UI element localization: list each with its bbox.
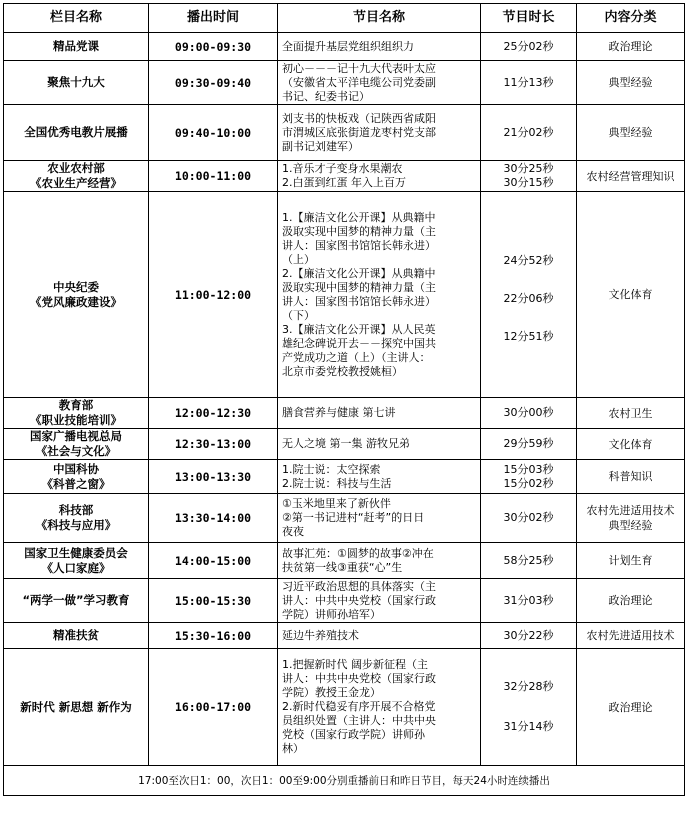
program-line: ①玉米地里来了新伙伴 bbox=[282, 497, 391, 510]
lanmu-line: 精品党课 bbox=[53, 39, 99, 53]
duration-line: 22分06秒 bbox=[503, 291, 554, 305]
program-line: 2.白蛋到红蛋 年入上百万 bbox=[282, 176, 406, 189]
program-line: 林） bbox=[282, 742, 304, 755]
table-row bbox=[4, 623, 685, 649]
lanmu-cell bbox=[4, 61, 149, 105]
program-line: 北京市委党校教授姚桓） bbox=[282, 364, 403, 378]
category-line: 文化体育 bbox=[608, 437, 653, 451]
category-line: 典型经验 bbox=[608, 76, 653, 89]
category-line: 政治理论 bbox=[608, 40, 653, 53]
duration-cell bbox=[481, 398, 577, 429]
program-line: 员组织处置（主讲人：中共中央 bbox=[282, 714, 436, 727]
program-cell bbox=[278, 579, 481, 623]
category-cell bbox=[577, 460, 685, 494]
lanmu-line: 国家广播电视总局 bbox=[30, 429, 122, 443]
program-line: 汲取实现中国梦的精神力量（主 bbox=[282, 224, 436, 238]
duration-line: 24分52秒 bbox=[503, 253, 554, 267]
lanmu-line: “两学一做”学习教育 bbox=[22, 593, 130, 607]
program-cell bbox=[278, 649, 481, 766]
time-cell: 13:30-14:00 bbox=[149, 494, 278, 543]
program-line: 书记、纪委书记） bbox=[282, 89, 370, 103]
duration-line: 25分02秒 bbox=[503, 39, 554, 53]
table-row bbox=[4, 494, 685, 543]
program-line: 1.【廉洁文化公开课】从典籍中 bbox=[282, 210, 436, 224]
lanmu-line: 教育部 bbox=[58, 398, 94, 412]
program-line: 扶贫第一线③重获“心”生 bbox=[282, 560, 403, 574]
duration-cell bbox=[481, 494, 577, 543]
duration-cell bbox=[481, 33, 577, 61]
table-row bbox=[4, 579, 685, 623]
category-cell bbox=[577, 33, 685, 61]
table-row bbox=[4, 105, 685, 161]
program-line: 1.把握新时代 阔步新征程（主 bbox=[282, 658, 428, 671]
category-cell bbox=[577, 494, 685, 543]
category-cell bbox=[577, 649, 685, 766]
program-line: 全面提升基层党组织组织力 bbox=[282, 39, 414, 53]
category-line: 典型经验 bbox=[608, 519, 653, 532]
table-row bbox=[4, 460, 685, 494]
program-line: 3.【廉洁文化公开课】从人民英 bbox=[282, 322, 436, 336]
program-cell bbox=[278, 105, 481, 161]
header-duration: 节目时长 bbox=[481, 4, 577, 33]
duration-line: 30分02秒 bbox=[503, 511, 554, 524]
duration-cell bbox=[481, 161, 577, 192]
duration-line: 31分14秒 bbox=[503, 720, 554, 733]
time-cell: 11:00-12:00 bbox=[149, 192, 278, 398]
duration-line: 30分25秒 bbox=[503, 162, 554, 175]
duration-line: 30分15秒 bbox=[503, 176, 554, 189]
program-line: 1.音乐才子变身水果潮农 bbox=[282, 162, 403, 175]
lanmu-cell bbox=[4, 494, 149, 543]
category-line: 政治理论 bbox=[608, 594, 653, 607]
category-line: 政治理论 bbox=[608, 700, 653, 714]
time-cell: 14:00-15:00 bbox=[149, 543, 278, 579]
time-cell: 15:00-15:30 bbox=[149, 579, 278, 623]
duration-line: 21分02秒 bbox=[503, 125, 554, 139]
lanmu-line: 《科技与应用》 bbox=[35, 518, 117, 532]
program-line: 夜夜 bbox=[282, 525, 304, 538]
lanmu-line: 全国优秀电教片展播 bbox=[24, 125, 128, 139]
lanmu-line: 《科普之窗》 bbox=[41, 476, 111, 491]
category-line: 文化体育 bbox=[608, 288, 653, 301]
table-row bbox=[4, 543, 685, 579]
program-line: 讲人：国家图书馆馆长韩永进） bbox=[282, 238, 436, 252]
header-lanmu: 栏目名称 bbox=[4, 4, 149, 33]
program-cell bbox=[278, 460, 481, 494]
time-cell: 09:00-09:30 bbox=[149, 33, 278, 61]
category-line: 农村经营管理知识 bbox=[586, 169, 675, 183]
lanmu-line: 中央纪委 bbox=[53, 279, 99, 294]
duration-cell bbox=[481, 192, 577, 398]
duration-line: 15分02秒 bbox=[503, 476, 554, 490]
lanmu-line: 国家卫生健康委员会 bbox=[24, 545, 128, 560]
time-cell: 15:30-16:00 bbox=[149, 623, 278, 649]
table-row bbox=[4, 161, 685, 192]
header-row bbox=[4, 4, 685, 33]
lanmu-line: 中国科协 bbox=[53, 461, 99, 476]
category-line: 农村先进适用技术 bbox=[586, 629, 675, 642]
program-line: 讲人：中共中央党校（国家行政 bbox=[282, 593, 436, 607]
lanmu-line: 《社会与文化》 bbox=[35, 444, 117, 458]
program-cell bbox=[278, 494, 481, 543]
schedule-table bbox=[3, 3, 685, 796]
duration-line: 11分13秒 bbox=[503, 75, 554, 89]
program-cell bbox=[278, 623, 481, 649]
duration-line: 12分51秒 bbox=[503, 329, 554, 343]
lanmu-cell bbox=[4, 543, 149, 579]
lanmu-cell bbox=[4, 105, 149, 161]
duration-cell bbox=[481, 429, 577, 460]
program-cell bbox=[278, 398, 481, 429]
lanmu-cell bbox=[4, 192, 149, 398]
program-line: 讲人：国家图书馆馆长韩永进） bbox=[282, 294, 436, 308]
duration-line: 31分03秒 bbox=[503, 593, 554, 607]
program-line: 副书记刘建军） bbox=[282, 139, 359, 153]
lanmu-cell bbox=[4, 623, 149, 649]
lanmu-line: 聚焦十九大 bbox=[47, 75, 105, 89]
lanmu-line: 精准扶贫 bbox=[53, 628, 99, 642]
program-line: 刘支书的快板戏（记陕西省咸阳 bbox=[282, 111, 436, 125]
program-line: 故事汇苑：①圆梦的故事②冲在 bbox=[282, 546, 434, 560]
time-cell: 16:00-17:00 bbox=[149, 649, 278, 766]
program-line: 2.院士说：科技与生活 bbox=[282, 476, 392, 490]
time-cell: 10:00-11:00 bbox=[149, 161, 278, 192]
program-line: 2.新时代稳妥有序开展不合格党 bbox=[282, 700, 436, 713]
program-line: 学院）教授王金龙） bbox=[282, 686, 381, 699]
lanmu-cell bbox=[4, 161, 149, 192]
duration-line: 15分03秒 bbox=[503, 462, 554, 476]
category-line: 农村先进适用技术 bbox=[586, 504, 675, 517]
program-line: ②第一书记进村“赶考”的日日 bbox=[282, 511, 425, 524]
category-line: 典型经验 bbox=[608, 126, 653, 139]
header-time: 播出时间 bbox=[149, 4, 278, 33]
time-cell: 09:30-09:40 bbox=[149, 61, 278, 105]
program-cell bbox=[278, 61, 481, 105]
time-cell: 13:00-13:30 bbox=[149, 460, 278, 494]
category-cell bbox=[577, 579, 685, 623]
duration-line: 32分28秒 bbox=[503, 680, 554, 693]
program-line: 2.【廉洁文化公开课】从典籍中 bbox=[282, 266, 436, 280]
table-row bbox=[4, 429, 685, 460]
header-category: 内容分类 bbox=[577, 4, 685, 33]
program-line: （上） bbox=[282, 252, 315, 266]
category-cell bbox=[577, 398, 685, 429]
lanmu-cell bbox=[4, 579, 149, 623]
duration-cell bbox=[481, 579, 577, 623]
time-cell: 09:40-10:00 bbox=[149, 105, 278, 161]
duration-line: 58分25秒 bbox=[503, 553, 554, 567]
table-row bbox=[4, 398, 685, 429]
program-cell bbox=[278, 192, 481, 398]
lanmu-cell bbox=[4, 460, 149, 494]
duration-line: 30分22秒 bbox=[503, 628, 554, 642]
category-cell bbox=[577, 61, 685, 105]
program-cell bbox=[278, 33, 481, 61]
program-cell bbox=[278, 161, 481, 192]
footer-row bbox=[4, 766, 685, 796]
lanmu-line: 新时代 新思想 新作为 bbox=[20, 699, 132, 714]
category-cell bbox=[577, 543, 685, 579]
category-cell bbox=[577, 192, 685, 398]
duration-line: 29分59秒 bbox=[503, 437, 554, 450]
program-line: （下） bbox=[282, 308, 315, 322]
program-line: 汲取实现中国梦的精神力量（主 bbox=[282, 280, 436, 294]
lanmu-line: 科技部 bbox=[58, 503, 94, 517]
category-line: 计划生育 bbox=[608, 554, 653, 567]
table-row bbox=[4, 33, 685, 61]
program-line: （安徽省太平洋电缆公司党委副 bbox=[282, 75, 436, 89]
program-line: 讲人：中共中央党校（国家行政 bbox=[282, 672, 436, 685]
lanmu-line: 《农业生产经营》 bbox=[30, 176, 122, 190]
program-cell bbox=[278, 429, 481, 460]
lanmu-line: 农业农村部 bbox=[47, 161, 105, 175]
program-line: 产党成功之道（上）（主讲人： bbox=[282, 350, 431, 364]
category-line: 科普知识 bbox=[608, 470, 653, 483]
table-row bbox=[4, 61, 685, 105]
lanmu-cell bbox=[4, 398, 149, 429]
program-line: 雄纪念碑说开去－－探究中国共 bbox=[282, 336, 436, 350]
lanmu-cell bbox=[4, 33, 149, 61]
program-line: 延边牛养殖技术 bbox=[282, 628, 359, 642]
category-line: 农村卫生 bbox=[608, 406, 653, 420]
time-cell: 12:30-13:00 bbox=[149, 429, 278, 460]
program-line: 习近平政治思想的具体落实（主 bbox=[282, 579, 436, 593]
program-line: 市渭城区底张街道龙枣村党支部 bbox=[282, 125, 436, 139]
program-line: 党校（国家行政学院）讲师孙 bbox=[282, 728, 425, 741]
lanmu-cell bbox=[4, 649, 149, 766]
category-cell bbox=[577, 623, 685, 649]
time-cell: 12:00-12:30 bbox=[149, 398, 278, 429]
lanmu-line: 《职业技能培训》 bbox=[30, 413, 122, 427]
program-line: 1.院士说：太空探索 bbox=[282, 462, 381, 476]
lanmu-line: 《党风廉政建设》 bbox=[30, 294, 122, 309]
program-line: 学院）讲师孙培军） bbox=[282, 607, 381, 621]
program-line: 膳食营养与健康 第七讲 bbox=[282, 406, 396, 419]
lanmu-cell bbox=[4, 429, 149, 460]
duration-cell bbox=[481, 460, 577, 494]
program-line: 无人之境 第一集 游牧兄弟 bbox=[282, 437, 410, 450]
table-row bbox=[4, 192, 685, 398]
duration-cell bbox=[481, 649, 577, 766]
header-program: 节目名称 bbox=[278, 4, 481, 33]
program-cell bbox=[278, 543, 481, 579]
duration-cell bbox=[481, 543, 577, 579]
category-cell bbox=[577, 429, 685, 460]
duration-line: 30分00秒 bbox=[503, 406, 554, 419]
duration-cell bbox=[481, 61, 577, 105]
category-cell bbox=[577, 105, 685, 161]
footer-note: 17:00至次日1：00，次日1：00至9:00分别重播前日和昨日节目，每天24小时连续播出 bbox=[4, 766, 685, 796]
category-cell bbox=[577, 161, 685, 192]
table-row bbox=[4, 649, 685, 766]
program-line: 初心－－－记十九大代表叶太应 bbox=[282, 61, 436, 75]
duration-cell bbox=[481, 105, 577, 161]
lanmu-line: 《人口家庭》 bbox=[41, 560, 111, 575]
duration-cell bbox=[481, 623, 577, 649]
